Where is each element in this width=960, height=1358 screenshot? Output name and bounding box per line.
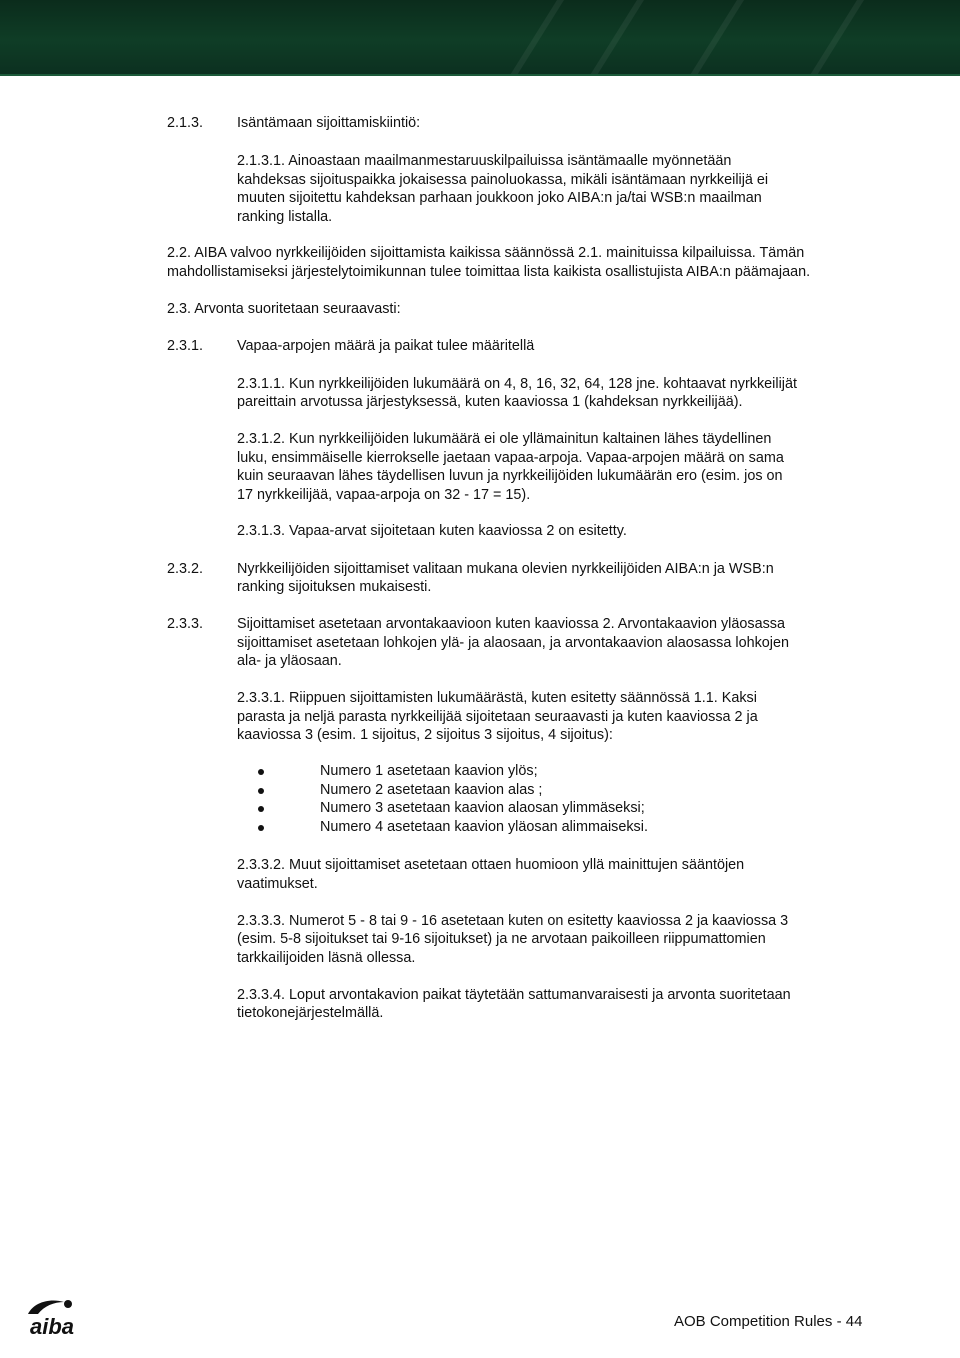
paragraph-line: ranking sijoituksen mukaisesti. — [237, 579, 432, 595]
section-number: 2.3.1. — [167, 338, 204, 354]
paragraph-line: tarkkailijoiden läsnä ollessa. — [237, 950, 416, 966]
paragraph-line: mahdollistamiseksi järjestelytoimikunnan tulee toimittaa lista kaikista osallistujista AIBA:n päämajaan. — [167, 264, 811, 280]
section-number: 2.3.3. — [167, 616, 204, 632]
paragraph-line: pareittain arvotussa järjestyksessä, kuten kaaviossa 1 (kahdeksan nyrkkeilijää). — [237, 394, 743, 410]
list-item: Numero 4 asetetaan kaavion yläosan alimmaiseksi. — [320, 819, 648, 835]
paragraph-line: Nyrkkeilijöiden sijoittamiset valitaan mukana olevien nyrkkeilijöiden AIBA:n ja WSB:n — [237, 561, 774, 577]
section-heading: 2.3. Arvonta suoritetaan seuraavasti: — [167, 301, 401, 317]
paragraph-line: muuten sijoitettu kahdeksan parhaan joukkoon joko AIBA:n ja/tai WSB:n maailman — [237, 190, 762, 206]
paragraph-line: kuin seuraavan lähes täydellisen luvun ja nyrkkeilijöiden lukumäärän ero (esim. jos on — [237, 468, 783, 484]
list-item: Numero 3 asetetaan kaavion alaosan ylimmäseksi; — [320, 800, 645, 816]
paragraph-line: kaaviossa 3 (esim. 1 sijoitus, 2 sijoitus 3 sijoitus, 4 sijoitus): — [237, 727, 613, 743]
section-heading: Vapaa-arpojen määrä ja paikat tulee määritellä — [237, 338, 535, 354]
bullet-icon — [258, 788, 264, 794]
logo-text: aiba — [30, 1314, 75, 1338]
paragraph-line: 2.3.3.3. Numerot 5 - 8 tai 9 - 16 asetetaan kuten on esitetty kaaviossa 2 ja kaaviossa 3 — [237, 913, 789, 929]
paragraph-line: ala- ja yläosaan. — [237, 653, 342, 669]
paragraph-line: Sijoittamiset asetetaan arvontakaavioon kuten kaaviossa 2. Arvontakaavion yläosassa — [237, 616, 785, 632]
paragraph-line: tietokonejärjestelmällä. — [237, 1005, 384, 1021]
paragraph-line: 2.2. AIBA valvoo nyrkkeilijöiden sijoittamista kaikissa säännössä 2.1. mainituissa kilpailuissa. Tämän — [167, 245, 805, 261]
aiba-logo-icon — [24, 1296, 94, 1338]
paragraph-line: (esim. 5-8 sijoitukset tai 9-16 sijoitukset) ja ne arvotaan paikoilleen riippumattomien — [237, 931, 766, 947]
paragraph-line: luku, ensimmäiselle kierrokselle jaetaan vapaa-arpoja. Vapaa-arpojen määrä on sama — [237, 450, 784, 466]
paragraph-line: 17 nyrkkeilijää, vapaa-arpoja on 32 - 17 = 15). — [237, 487, 531, 503]
paragraph-line: ranking listalla. — [237, 209, 333, 225]
paragraph-line: 2.3.1.3. Vapaa-arvat sijoitetaan kuten kaaviossa 2 on esitetty. — [237, 523, 627, 539]
list-item: Numero 2 asetetaan kaavion alas ; — [320, 782, 543, 798]
footer-page-label: AOB Competition Rules - 44 — [674, 1313, 863, 1330]
list-item: Numero 1 asetetaan kaavion ylös; — [320, 763, 538, 779]
aiba-logo — [24, 1296, 94, 1338]
bullet-icon — [258, 769, 264, 775]
paragraph-line: 2.3.3.4. Loput arvontakavion paikat täytetään sattumanvaraisesti ja arvonta suoritetaan — [237, 987, 791, 1003]
paragraph-line: 2.3.1.2. Kun nyrkkeilijöiden lukumäärä ei ole yllämainitun kaltainen lähes täydellinen — [237, 431, 772, 447]
paragraph-line: kahdeksas sijoituspaikka jokaisessa painoluokassa, mikäli isäntämaan nyrkkeilijä ei — [237, 172, 769, 188]
paragraph-line: 2.1.3.1. Ainoastaan maailmanmestaruuskilpailuissa isäntämaalle myönnetään — [237, 153, 732, 169]
section-heading: Isäntämaan sijoittamiskiintiö: — [237, 115, 421, 131]
paragraph-line: 2.3.1.1. Kun nyrkkeilijöiden lukumäärä on 4, 8, 16, 32, 64, 128 jne. kohtaavat nyrkkeilijät — [237, 376, 797, 392]
paragraph-line: vaatimukset. — [237, 876, 318, 892]
header-band — [0, 0, 960, 74]
paragraph-line: parasta ja neljä parasta nyrkkeilijää sijoitetaan seuraavasti ja kuten kaaviossa 2 ja — [237, 709, 758, 725]
paragraph-line: 2.3.3.2. Muut sijoittamiset asetetaan ottaen huomioon yllä mainittujen sääntöjen — [237, 857, 745, 873]
header-divider — [0, 74, 960, 76]
bullet-icon — [258, 806, 264, 812]
section-number: 2.1.3. — [167, 115, 204, 131]
section-number: 2.3.2. — [167, 561, 204, 577]
bullet-icon — [258, 825, 264, 831]
paragraph-line: sijoittamiset asetetaan lohkojen ylä- ja alaosaan, ja arvontakaavion alaosassa lohkojen — [237, 635, 789, 651]
paragraph-line: 2.3.3.1. Riippuen sijoittamisten lukumäärästä, kuten esitetty säännössä 1.1. Kaksi — [237, 690, 757, 706]
